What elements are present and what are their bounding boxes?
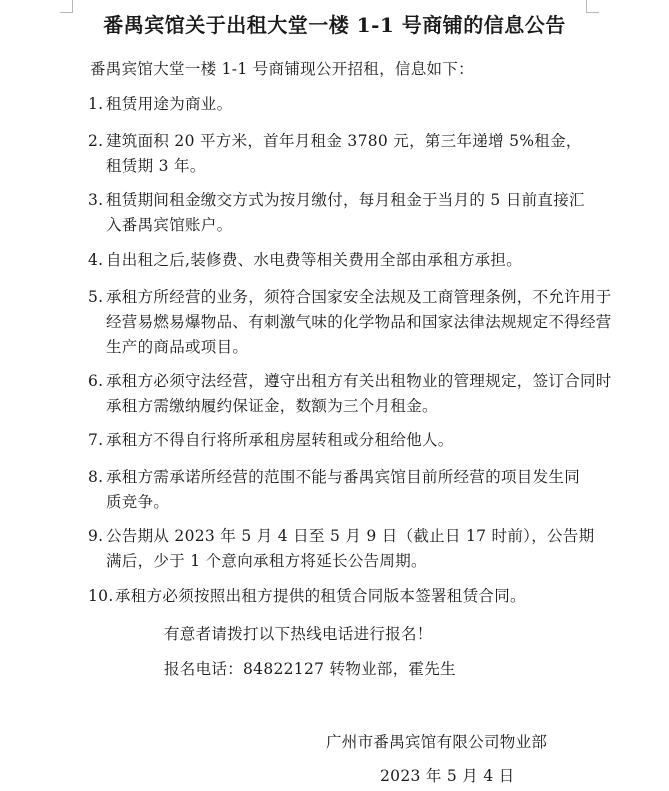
list-item-3 (88, 188, 588, 238)
list-item-9 (88, 524, 608, 574)
list-item-text: 公告期从 2023 年 5 月 4 日至 5 月 9 日（截止日 17 时前），公告期满后，少于 1 个意向承租方将延长公告周期。 (106, 527, 595, 570)
list-item-number: 5. (88, 288, 104, 306)
registration-phone: 报名电话：84822127 转物业部，霍先生 (164, 660, 456, 678)
list-item-number: 9. (88, 527, 104, 545)
list-item-number: 6. (88, 372, 104, 390)
list-item-text: 租赁用途为商业。 (106, 95, 233, 113)
intro-paragraph: 番禺宾馆大堂一楼 1-1 号商铺现公开招租，信息如下： (90, 60, 474, 78)
list-item-text: 承租方所经营的业务，须符合国家安全法规及工商管理条例，不允许用于经营易燃易爆物品、有刺激气味的化学物品和国家法律法规规定不得经营生产的商品或项目。 (106, 288, 612, 356)
document-title: 番禺宾馆关于出租大堂一楼 1-1 号商铺的信息公告 (103, 13, 566, 37)
list-item-number: 2. (88, 132, 104, 150)
list-item-text: 承租方需承诺所经营的范围不能与番禺宾馆目前所经营的项目发生同质竞争。 (106, 468, 581, 511)
list-item-6 (88, 369, 618, 419)
list-item-number: 4. (88, 251, 104, 269)
list-item-7 (88, 428, 618, 453)
list-item-number: 1. (88, 95, 104, 113)
list-item-10 (88, 584, 618, 609)
signature-date: 2023 年 5 月 4 日 (380, 767, 515, 785)
registration-notice: 有意者请拨打以下热线电话进行报名！ (164, 625, 433, 643)
list-item-number: 3. (88, 191, 104, 209)
list-item-text: 承租方必须按照出租方提供的租赁合同版本签署租赁合同。 (115, 587, 526, 605)
list-item-1 (88, 92, 618, 117)
list-item-text: 建筑面积 20 平方米，首年月租金 3780 元，第三年递增 5%租金，租赁期 3 年。 (106, 132, 582, 175)
list-item-number: 8. (88, 468, 104, 486)
list-item-8 (88, 465, 588, 515)
list-item-4 (88, 248, 618, 273)
list-item-5 (88, 285, 618, 360)
signature-organization: 广州市番禺宾馆有限公司物业部 (326, 733, 548, 751)
list-item-text: 承租方必须守法经营，遵守出租方有关出租物业的管理规定，签订合同时承租方需缴纳履约保证金，数额为三个月租金。 (106, 372, 612, 415)
list-item-number: 10. (88, 587, 114, 605)
list-item-text: 自出租之后,装修费、水电费等相关费用全部由承租方承担。 (106, 251, 523, 269)
list-item-number: 7. (88, 431, 104, 449)
list-item-text: 租赁期间租金缴交方式为按月缴付，每月租金于当月的 5 日前直接汇入番禺宾馆账户。 (106, 191, 585, 234)
list-item-2 (88, 129, 588, 179)
list-item-text: 承租方不得自行将所承租房屋转租或分租给他人。 (106, 431, 454, 449)
